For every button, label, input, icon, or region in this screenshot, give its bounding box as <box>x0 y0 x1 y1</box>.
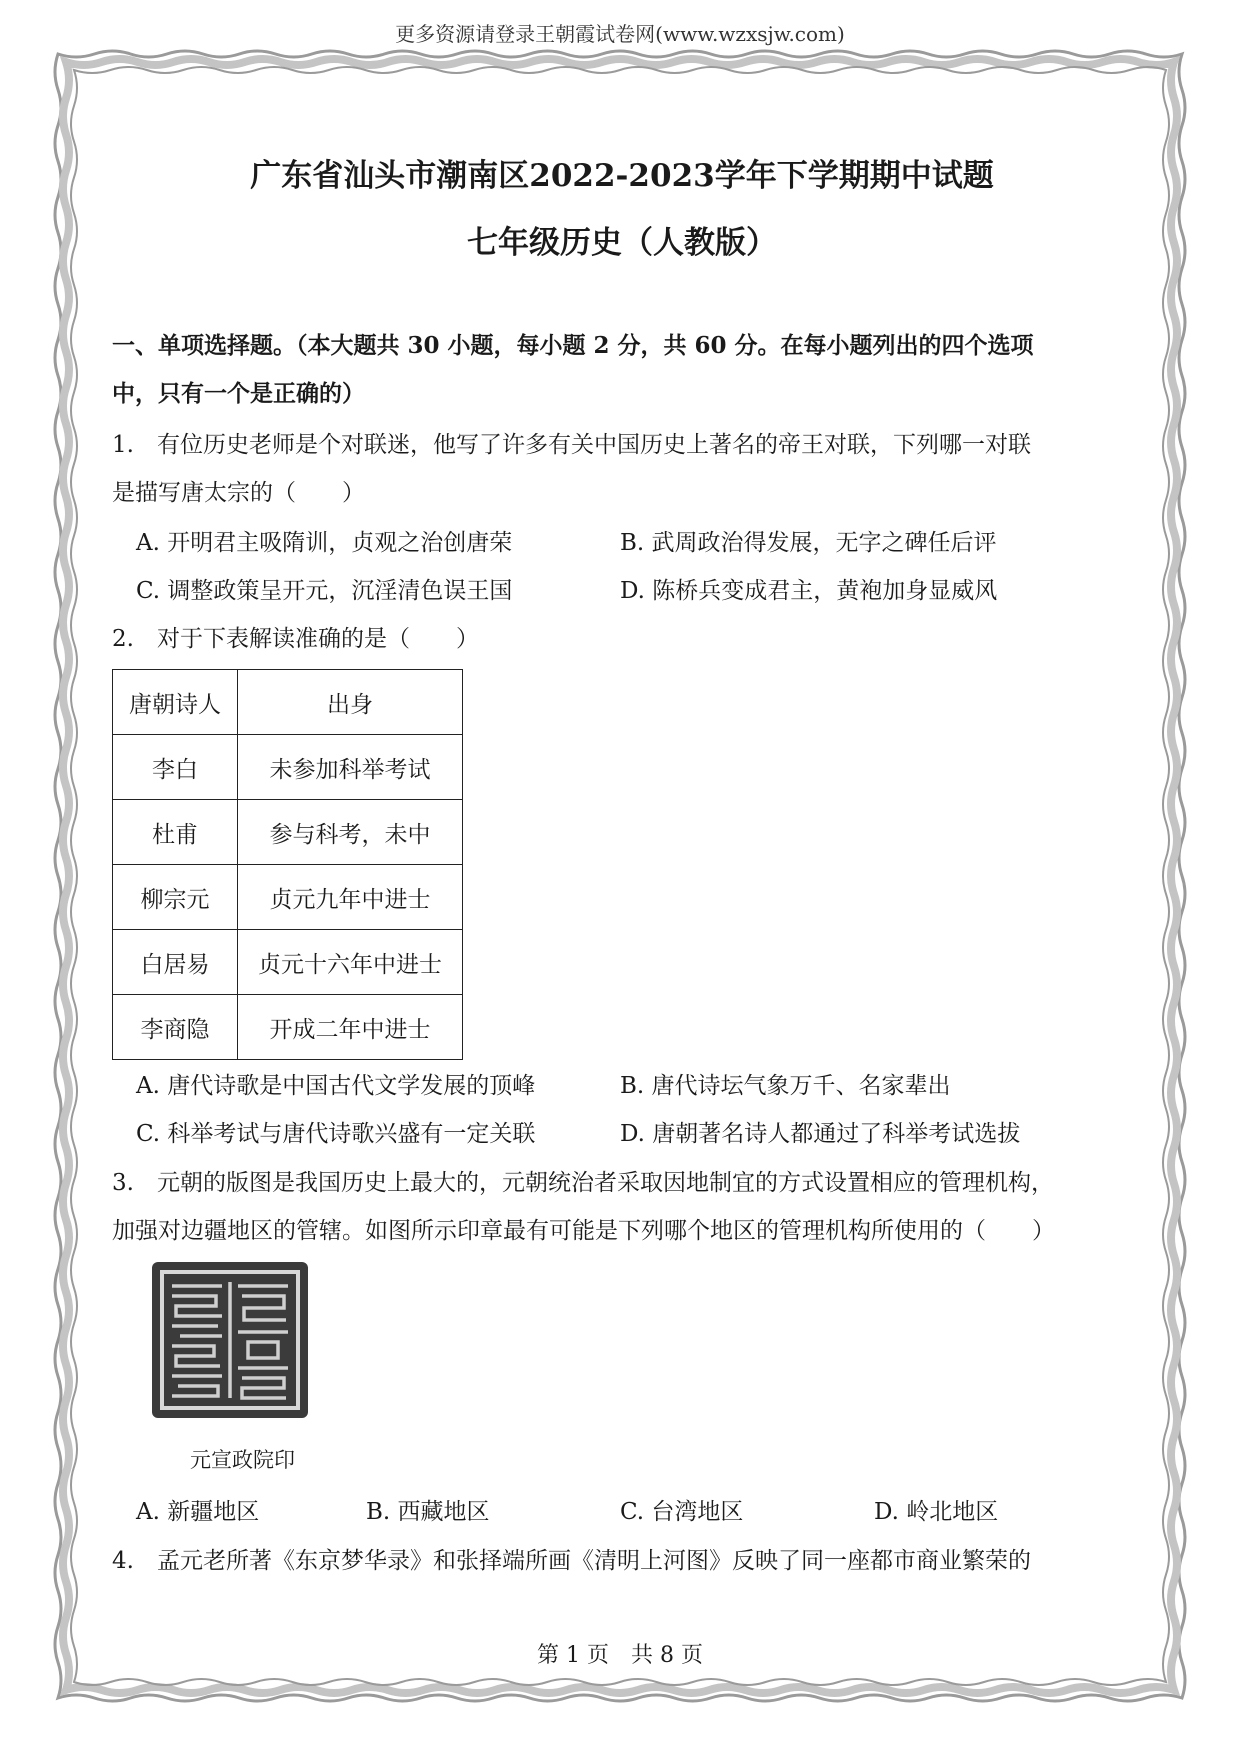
table-row <box>113 930 463 995</box>
question-2-option-d: D. 唐朝著名诗人都通过了科举考试选拔 <box>620 1121 1021 1147</box>
table-header-row <box>113 670 463 735</box>
section-heading-cont: 中，只有一个是正确的） <box>112 380 365 407</box>
question-3-stem-cont: 加强对边疆地区的管辖。如图所示印章最有可能是下列哪个地区的管理机构所使用的（ ） <box>112 1218 1055 1244</box>
question-3-option-a: A. 新疆地区 <box>136 1499 260 1525</box>
question-1-option-d: D. 陈桥兵变成君主，黄袍加身显威风 <box>620 578 998 604</box>
question-2-option-c: C. 科举考试与唐代诗歌兴盛有一定关联 <box>136 1121 536 1147</box>
table-row <box>113 865 463 930</box>
poets-table <box>112 669 463 1060</box>
table-cell: 白居易 <box>113 930 238 995</box>
table-row <box>113 735 463 800</box>
question-2-stem: 2. 对于下表解读准确的是（ ） <box>112 626 479 652</box>
section-heading: 一、单项选择题。（本大题共 30 小题，每小题 2 分，共 60 分。在每小题列出的四个选项 <box>112 332 1034 359</box>
question-1-option-a: A. 开明君主吸隋训，贞观之治创唐荣 <box>136 530 513 556</box>
question-3-stem: 3. 元朝的版图是我国历史上最大的，元朝统治者采取因地制宜的方式设置相应的管理机构， <box>112 1170 1054 1196</box>
seal-image <box>152 1262 308 1418</box>
table-row <box>113 800 463 865</box>
table-cell: 李白 <box>113 735 238 800</box>
question-3-option-d: D. 岭北地区 <box>874 1499 999 1525</box>
question-1-stem-cont: 是描写唐太宗的（ ） <box>112 480 365 506</box>
table-cell: 开成二年中进士 <box>238 995 463 1060</box>
table-row <box>113 995 463 1060</box>
table-cell: 贞元九年中进士 <box>238 865 463 930</box>
table-cell: 杜甫 <box>113 800 238 865</box>
table-cell: 李商隐 <box>113 995 238 1060</box>
table-cell: 未参加科举考试 <box>238 735 463 800</box>
exam-title: 广东省汕头市潮南区2022-2023学年下学期期中试题 <box>250 158 994 194</box>
question-1-stem: 1. 有位历史老师是个对联迷，他写了许多有关中国历史上著名的帝王对联，下列哪一对联 <box>112 432 1031 458</box>
question-1-option-b: B. 武周政治得发展，无字之碑任后评 <box>620 530 997 556</box>
table-header-cell: 出身 <box>238 670 463 735</box>
page-number: 第 1 页 共 8 页 <box>537 1643 703 1668</box>
table-header-cell: 唐朝诗人 <box>113 670 238 735</box>
table-cell: 柳宗元 <box>113 865 238 930</box>
question-2-option-b: B. 唐代诗坛气象万千、名家辈出 <box>620 1073 951 1099</box>
site-header: 更多资源请登录王朝霞试卷网(www.wzxsjw.com) <box>395 22 845 46</box>
question-1-option-c: C. 调整政策呈开元，沉淫清色误王国 <box>136 578 513 604</box>
seal-caption: 元宣政院印 <box>190 1448 295 1472</box>
table-cell: 参与科考，未中 <box>238 800 463 865</box>
question-3-option-b: B. 西藏地区 <box>366 1499 490 1525</box>
question-4-stem: 4. 孟元老所著《东京梦华录》和张择端所画《清明上河图》反映了同一座都市商业繁荣的 <box>112 1548 1031 1574</box>
table-cell: 贞元十六年中进士 <box>238 930 463 995</box>
question-3-option-c: C. 台湾地区 <box>620 1499 744 1525</box>
question-2-option-a: A. 唐代诗歌是中国古代文学发展的顶峰 <box>136 1073 536 1099</box>
exam-subtitle: 七年级历史（人教版） <box>467 225 777 261</box>
